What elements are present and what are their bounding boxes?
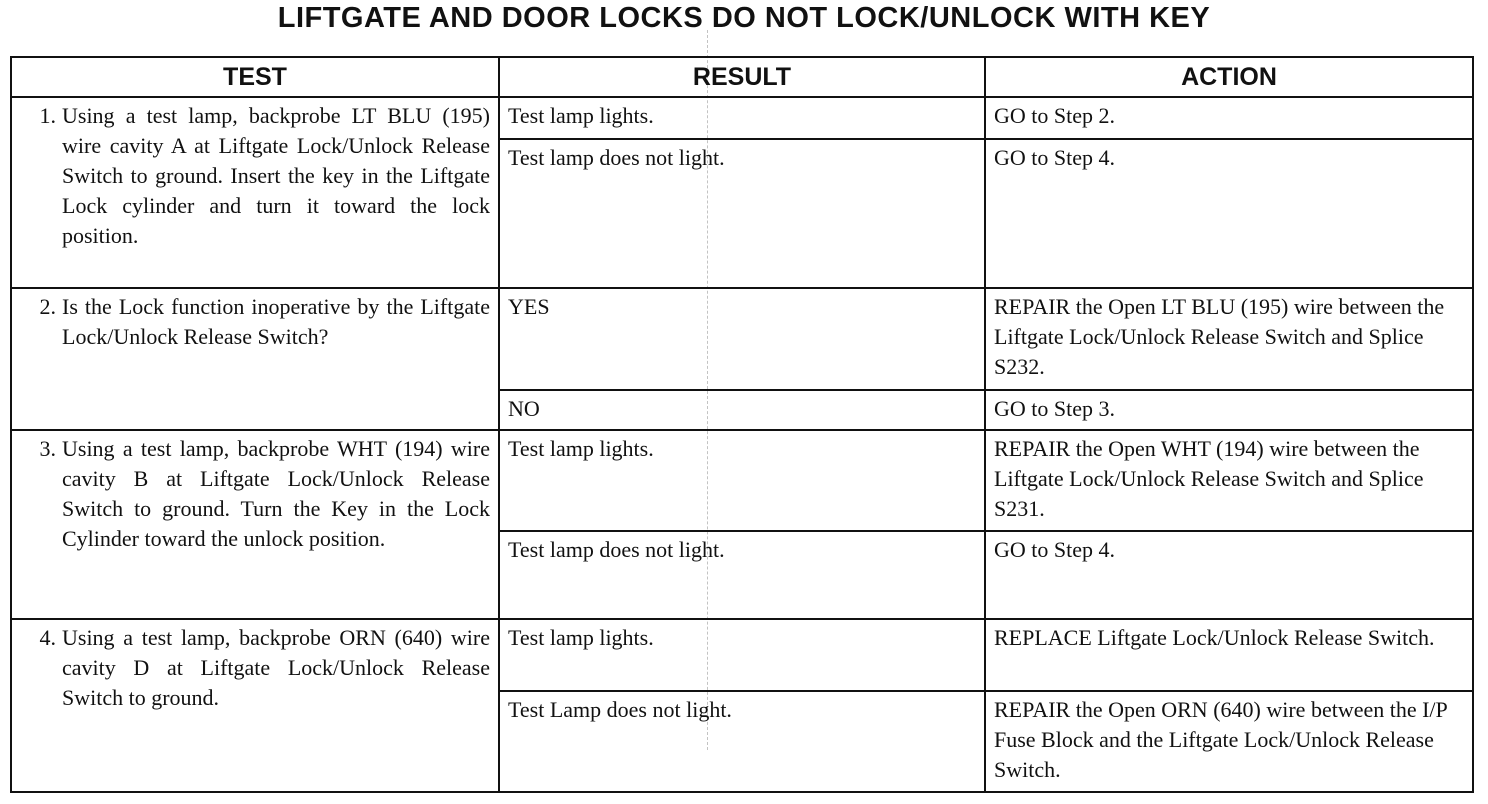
test-text: Using a test lamp, backprobe WHT (194) wire cavity B at Liftgate Lock/Unlock Release Switch to ground. Turn the Key in the Lock Cylinder toward the unlock position.: [62, 436, 490, 551]
result-cell: Test Lamp does not light.: [499, 691, 985, 792]
test-cell-step-1: [11, 97, 499, 288]
diagnostic-table: [10, 56, 1474, 793]
step-number: 2.: [39, 294, 56, 319]
test-cell-step-2: [11, 288, 499, 430]
step-number: 1.: [39, 103, 56, 128]
test-text: Using a test lamp, backprobe LT BLU (195) wire cavity A at Liftgate Lock/Unlock Release Switch to ground. Insert the key in the Liftgate Lock cylinder and turn it toward the lock position.: [62, 103, 490, 248]
action-cell: REPAIR the Open ORN (640) wire between the I/P Fuse Block and the Liftgate Lock/Unlock Release Switch.: [985, 691, 1473, 792]
table-row: [11, 430, 1473, 531]
step-number: 4.: [39, 625, 56, 650]
action-cell: GO to Step 4.: [985, 139, 1473, 288]
test-cell-step-3: [11, 430, 499, 619]
result-cell: Test lamp does not light.: [499, 531, 985, 619]
result-cell: Test lamp lights.: [499, 619, 985, 691]
result-cell: Test lamp lights.: [499, 430, 985, 531]
result-cell: NO: [499, 390, 985, 430]
step-number: 3.: [39, 436, 56, 461]
action-cell: REPLACE Liftgate Lock/Unlock Release Switch.: [985, 619, 1473, 691]
table-row: [11, 619, 1473, 691]
action-cell: GO to Step 4.: [985, 531, 1473, 619]
action-cell: GO to Step 3.: [985, 390, 1473, 430]
result-cell: YES: [499, 288, 985, 390]
action-cell: REPAIR the Open WHT (194) wire between the Liftgate Lock/Unlock Release Switch and Splice S231.: [985, 430, 1473, 531]
header-action: ACTION: [985, 57, 1473, 97]
table-row: [11, 288, 1473, 390]
result-cell: Test lamp does not light.: [499, 139, 985, 288]
header-result: RESULT: [499, 57, 985, 97]
header-row: [11, 57, 1473, 97]
page-title: LIFTGATE AND DOOR LOCKS DO NOT LOCK/UNLOCK WITH KEY: [277, 2, 1211, 34]
test-text: Using a test lamp, backprobe ORN (640) wire cavity D at Liftgate Lock/Unlock Release Switch to ground.: [62, 625, 490, 710]
table-row: [11, 97, 1473, 139]
test-text: Is the Lock function inoperative by the Liftgate Lock/Unlock Release Switch?: [62, 294, 490, 349]
header-test: TEST: [11, 57, 499, 97]
test-cell-step-4: [11, 619, 499, 792]
result-cell: Test lamp lights.: [499, 97, 985, 139]
action-cell: REPAIR the Open LT BLU (195) wire between the Liftgate Lock/Unlock Release Switch and Splice S232.: [985, 288, 1473, 390]
action-cell: GO to Step 2.: [985, 97, 1473, 139]
